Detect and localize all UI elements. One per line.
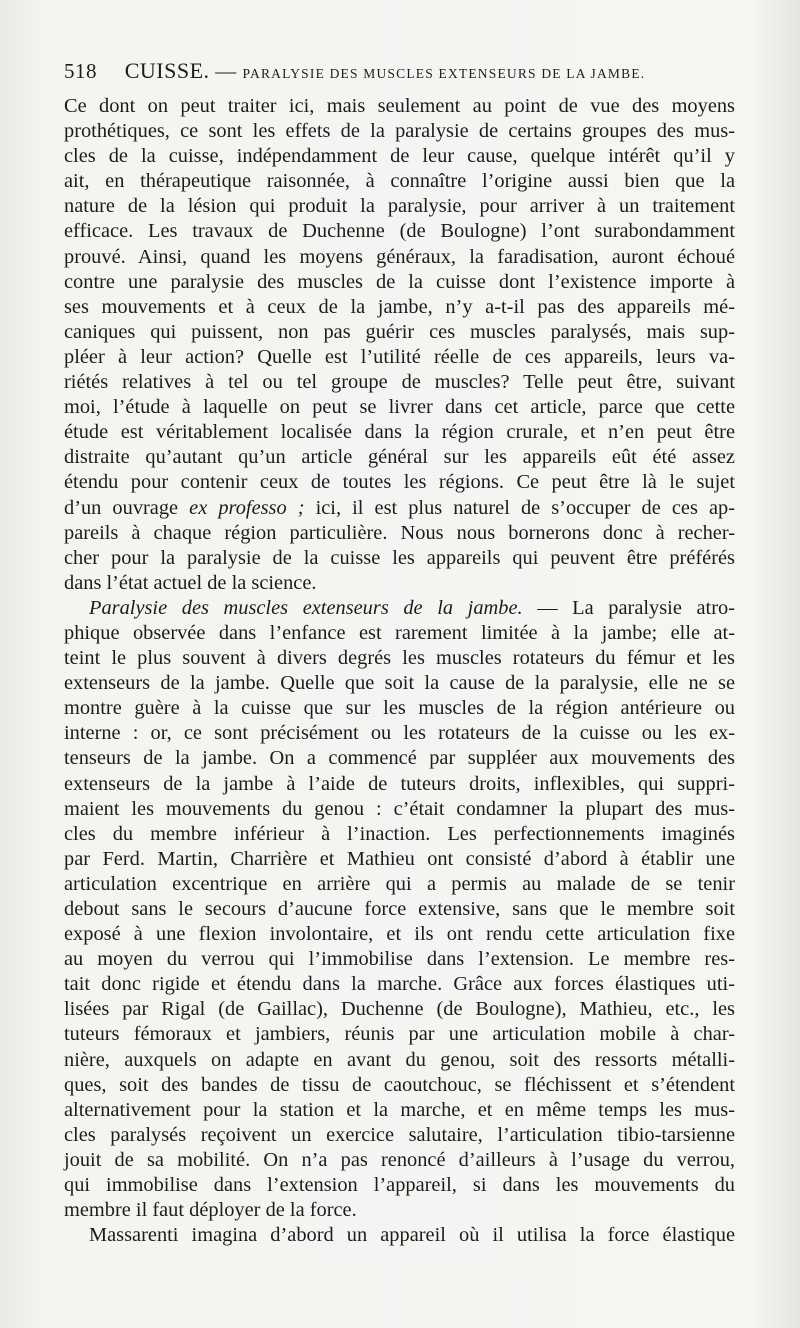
text-line: étude est véritablement localisée dans la région crurale, et n’en peut être: [64, 421, 735, 444]
text-line: Ce dont on peut traiter ici, mais seulement au point de vue des moyens: [64, 95, 735, 117]
section-heading: Paralysie des muscles extenseurs de la jambe.: [89, 596, 523, 619]
italic-phrase: ex professo ;: [189, 496, 305, 519]
text-line: teint le plus souvent à divers degrés les muscles rotateurs du fémur et les: [64, 647, 735, 670]
header-title: CUISSE.: [124, 58, 210, 83]
text-line: tait donc rigide et étendu dans la marche. Grâce aux forces élastiques uti-: [64, 973, 735, 996]
text-line: lisées par Rigal (de Gaillac), Duchenne (de Boulogne), Mathieu, etc., les: [64, 998, 735, 1021]
text-line: alternativement pour la station et la marche, et en même temps les mus-: [64, 1098, 735, 1121]
text-line: cher pour la paralysie de la cuisse les appareils qui peuvent être préférés: [64, 546, 735, 569]
text-line: qui immobilise dans l’extension l’appareil, si dans les mouvements du: [64, 1174, 735, 1197]
section-heading-line: [64, 596, 735, 621]
text-line: efficace. Les travaux de Duchenne (de Boulogne) l’ont surabondamment: [64, 220, 735, 243]
text-line: riétés relatives à tel ou tel groupe de muscles? Telle peut être, suivant: [64, 371, 735, 394]
body-text: [64, 94, 735, 1248]
text-line: prouvé. Ainsi, quand les moyens généraux, la faradisation, auront échoué: [64, 245, 735, 268]
text-line: tenseurs de la jambe. On a commencé par suppléer aux mouvements des: [64, 747, 735, 770]
text-line: jouit de sa mobilité. On n’a pas renoncé d’ailleurs à l’usage du verrou,: [64, 1148, 735, 1171]
header-separator: —: [215, 59, 237, 83]
running-header: [64, 58, 754, 84]
text-line: caniques qui puissent, non pas guérir ces muscles paralysés, mais sup-: [64, 320, 735, 343]
text-line: maient les mouvements du genou : c’était condamner la plupart des mus-: [64, 797, 735, 820]
text-line: [64, 496, 735, 521]
text-line: ques, soit des bandes de tissu de caoutchouc, se fléchissent et s’étendent: [64, 1073, 735, 1096]
text-line: interne : or, ce sont précisément ou les rotateurs de la cuisse ou les ex-: [64, 722, 735, 745]
text-line: dans l’état actuel de la science.: [64, 571, 317, 594]
text-line: pléer à leur action? Quelle est l’utilité réelle de ces appareils, leurs va-: [64, 345, 735, 368]
text-line: contre une paralysie des muscles de la cuisse dont l’existence importe à: [64, 270, 735, 293]
text-line: exposé à une flexion involontaire, et ils ont rendu cette articulation fixe: [64, 923, 735, 946]
text-line: ait, en thérapeutique raisonnée, à connaître l’origine aussi bien que la: [64, 170, 735, 193]
text-line: au moyen du verrou qui l’immobilise dans l’extension. Le membre res-: [64, 948, 735, 971]
text-line: par Ferd. Martin, Charrière et Mathieu ont consisté d’abord à établir une: [64, 847, 735, 870]
text-line: articulation excentrique en arrière qui a permis au malade de se tenir: [64, 872, 735, 895]
text-line: phique observée dans l’enfance est rarement limitée à la jambe; elle at-: [64, 621, 735, 644]
text-line: pareils à chaque région particulière. Nous nous bornerons donc à recher-: [64, 521, 735, 544]
text-line: moi, l’étude à laquelle on peut se livrer dans cet article, parce que cette: [64, 396, 735, 419]
text-line: étendu pour contenir ceux de toutes les régions. Ce peut être là le sujet: [64, 471, 735, 494]
text-line: nière, auxquels on adapte en avant du genou, soit des ressorts métalli-: [64, 1048, 735, 1071]
header-subtitle: PARALYSIE DES MUSCLES EXTENSEURS DE LA JAMBE.: [242, 66, 646, 81]
text-line: extenseurs de la jambe à l’aide de tuteurs droits, inflexibles, qui suppri-: [64, 772, 735, 795]
text-line: membre il faut déployer de la force.: [64, 1199, 357, 1222]
text-line: Massarenti imagina d’abord un appareil où il utilisa la force élastique: [89, 1224, 735, 1247]
text-line: ses mouvements et à ceux de la jambe, n’y a-t-il pas des appareils mé-: [64, 295, 735, 318]
text-line: extenseurs de la jambe. Quelle que soit la cause de la paralysie, elle ne se: [64, 672, 735, 695]
text-line: nature de la lésion qui produit la paralysie, pour arriver à un traitement: [64, 195, 735, 218]
text-segment: d’un ouvrage: [64, 496, 190, 519]
text-line: tuteurs fémoraux et jambiers, réunis par une articulation mobile à char-: [64, 1023, 735, 1046]
text-line: debout sans le secours d’aucune force extensive, sans que le membre soit: [64, 898, 735, 920]
text-segment: ici, il est plus naturel de s’occuper de ces ap-: [304, 496, 735, 519]
text-line: cles de la cuisse, indépendamment de leur cause, quelque intérêt qu’il y: [64, 145, 735, 168]
text-line: cles paralysés reçoivent un exercice salutaire, l’articulation tibio-tarsienne: [64, 1123, 735, 1146]
page-number: 518: [64, 59, 97, 83]
text-line: cles du membre inférieur à l’inaction. Les perfectionnements imaginés: [64, 822, 735, 845]
text-line: prothétiques, ce sont les effets de la paralysie de certains groupes des mus-: [64, 120, 735, 143]
text-line: distraite qu’autant qu’un article général sur les appareils eût été assez: [64, 446, 735, 469]
text-segment: — La paralysie atro-: [522, 596, 735, 619]
text-line: montre guère à la cuisse que sur les muscles de la région antérieure ou: [64, 697, 735, 720]
